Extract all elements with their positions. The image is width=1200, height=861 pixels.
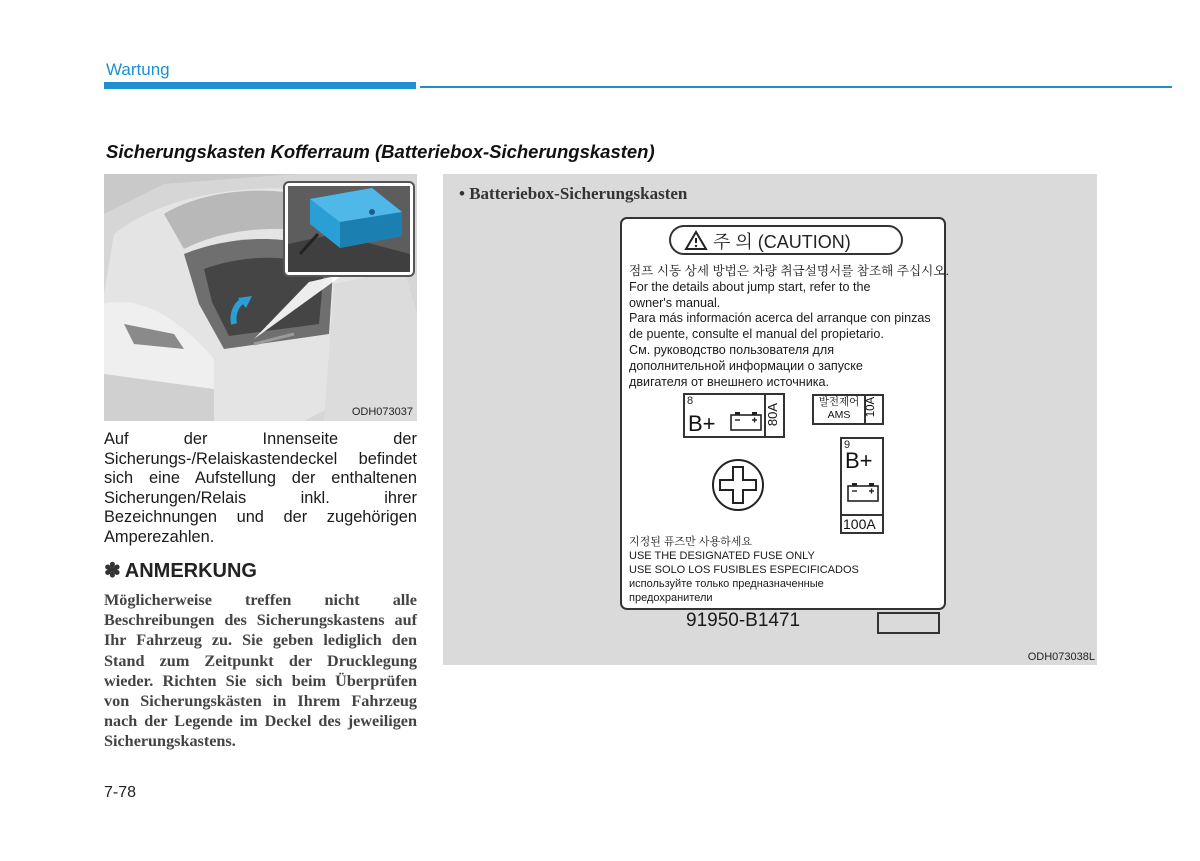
fuse-box-label <box>620 217 949 631</box>
instruction-line: de puente, consulte el manual del propietario. <box>629 327 884 342</box>
trunk-illustration <box>104 174 417 421</box>
note-star-icon: ✽ <box>104 560 121 582</box>
designated-fuse-warning <box>629 535 947 605</box>
figure-title: • Batteriebox-Sicherungskasten <box>459 184 688 203</box>
fuse-ams-box <box>812 394 884 425</box>
jump-start-instructions <box>629 264 947 390</box>
fuse-ams-label <box>817 396 861 421</box>
fuse-number: 9 <box>844 439 851 451</box>
battery-icon <box>730 411 762 431</box>
caution-text: 주 의 (CAUTION) <box>713 232 851 252</box>
warning-line: предохранители <box>629 592 713 604</box>
fuse-rating: 10A <box>865 396 878 418</box>
fuse-rating: 100A <box>843 516 876 532</box>
battery-icon <box>847 482 879 502</box>
instruction-line: 점프 시동 상세 방법은 차량 취급설명서를 참조해 주십시오. <box>629 264 949 278</box>
fuse-name: B+ <box>688 411 716 436</box>
header-rule <box>420 86 1172 88</box>
fuse-label-figure <box>443 174 1097 665</box>
fuse-rating: 80A <box>765 402 781 427</box>
note-heading <box>104 558 257 583</box>
body-paragraph: Auf der Innenseite der Sicherungs-/Relaiskastendeckel befindet sich eine Aufstellung der enthaltenen Sicherungen/Relais inkl. ihrer Bezeichnungen und der zugehörigen Amperezahlen. <box>104 430 417 546</box>
fuse-name-ko: 발전제어 <box>818 396 860 408</box>
fuse-name: B+ <box>845 448 873 473</box>
instruction-line: For the details about jump start, refer to the <box>629 279 871 294</box>
figure-code: ODH073038L <box>1027 651 1095 663</box>
chapter-title: Wartung <box>106 60 170 79</box>
warning-line: 지정된 퓨즈만 사용하세요 <box>629 536 752 548</box>
warning-line: используйте только предназначенные <box>629 578 824 590</box>
instruction-line: См. руководство пользователя для <box>629 342 835 357</box>
warning-triangle-icon <box>684 230 708 251</box>
page-number: 7-78 <box>104 784 137 801</box>
section-title: Sicherungskasten Kofferraum (Batteriebox-Sicherungskasten) <box>106 141 655 162</box>
fuse-8-box <box>683 393 785 438</box>
trunk-photo <box>104 174 417 421</box>
note-heading-text: ANMERKUNG <box>124 560 257 582</box>
instruction-line: двигателя от внешнего источника. <box>629 374 830 389</box>
note-text: Möglicherweise treffen nicht alle Beschreibungen des Sicherungskastens auf Ihr Fahrzeug zu. Sie geben lediglich den Stand zum Zeitpunkt der Drucklegung wieder. Richten Sie sich beim Überprüfen von Sicherungskästen in Ihrem Fahrzeug nach der Legende im Deckel des jeweiligen Sicherungskastens. <box>104 591 417 751</box>
caution-banner <box>669 225 903 255</box>
fuse-rating-cell <box>864 396 882 423</box>
photo-code: ODH073037 <box>351 406 413 418</box>
part-number: 91950-B1471 <box>686 610 801 631</box>
header-bar-accent <box>104 82 416 89</box>
instruction-line: дополнительной информации о запуске <box>629 358 863 373</box>
blank-box <box>877 612 940 634</box>
fuse-number: 8 <box>687 395 694 407</box>
warning-line: USE THE DESIGNATED FUSE ONLY <box>629 550 815 562</box>
instruction-line: owner's manual. <box>629 295 721 310</box>
warning-line: USE SOLO LOS FUSIBLES ESPECIFICADOS <box>629 564 859 576</box>
fuse-9-box <box>840 437 884 534</box>
fuse-rating-cell <box>840 514 884 534</box>
instruction-line: Para más información acerca del arranque con pinzas <box>629 311 931 326</box>
fuse-rating-cell <box>764 395 785 436</box>
cross-circle-icon <box>710 457 766 513</box>
fuse-name: AMS <box>827 408 851 421</box>
